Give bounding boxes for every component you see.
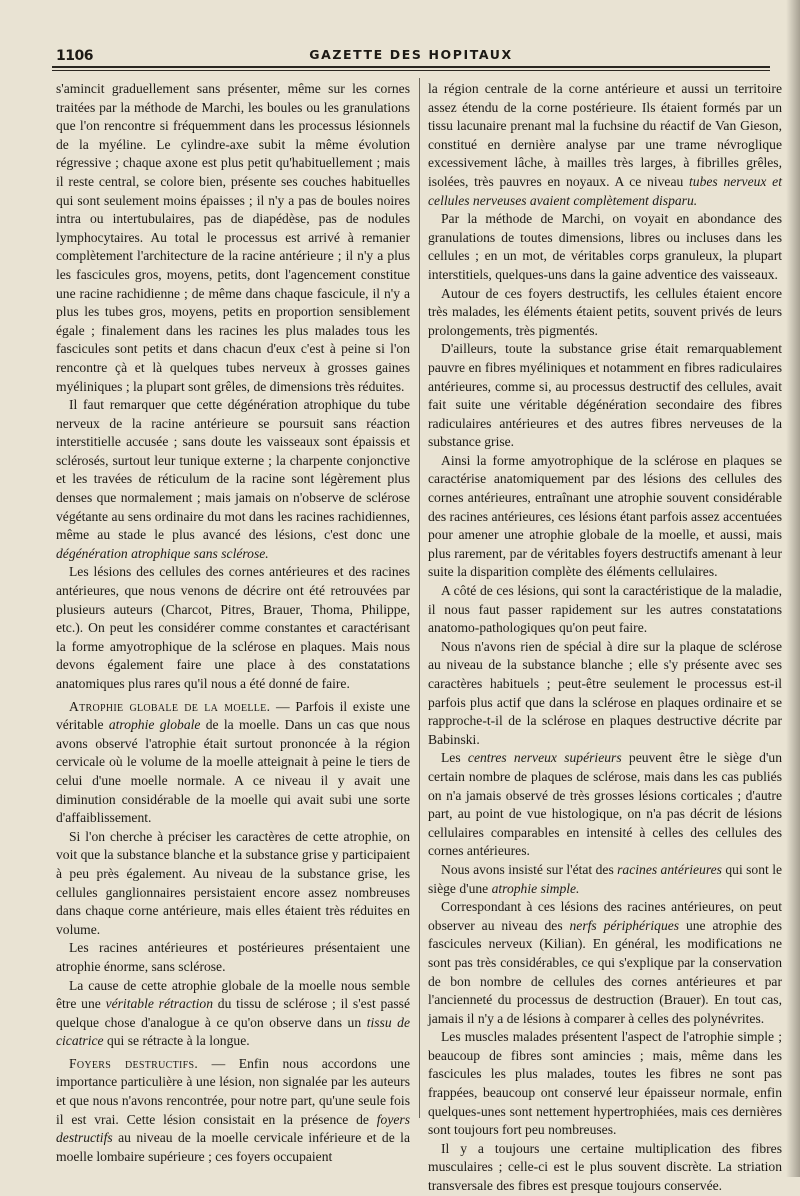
paragraph: Correspondant à ces lésions des racines antérieures, on peut observer au niveau des nerfs périphériques une atrophie des fascicules nerveux (Kilian). En général, les modifications ne sont pas très considérables, ce qui s'explique par la conservation de bon nombre de cellules des cornes antérieures et par l'ancienneté du processus de destruction (Brauer). En tout cas, jamais il n'y a de lésions à comparer à celles des polynévrites.: [428, 899, 782, 1026]
running-title: GAZETTE DES HOPITAUX: [309, 47, 513, 62]
paragraph: s'amincit graduellement sans présenter, même sur les cornes traitées par la méthode de Marchi, les boules ou les granulations que l'on rencontre si fréquemment dans les processus lésionnels de la myéline. Le cylindre-axe subit la même évolution régressive ; chaque axone est plus petit qu'habituellement ; mais il reste central, se colore bien, présente ses couches habituelles qui sont seulement moins épaisses ; il n'y a pas de boules noires intra ou intertubulaires, pas de diapédèse, pas de nodules lymphocytaires. Au total le processus est arrivé à remanier complètement l'architecture de la racine antérieure ; il n'y a plus les fascicules gros, moyens, petits, dont l'agencement constitue une racine rachidienne ; de même dans chaque fascicule, il n'y a plus les tubes gros, moyens, petits en proportion sensiblement égale ; finalement dans les racines les plus malades tous les fascicules sont petits et dans chacun d'eux c'est à peine si l'on rencontre çà et là quelques tubes nerveux à grosses gaines myéliniques ; la plupart sont grêles, de dimensions très réduites.: [56, 81, 410, 394]
paragraph: Il faut remarquer que cette dégénération atrophique du tube nerveux de la racine antérieure se poursuit sans réaction interstitielle accusée ; sans doute les vaisseaux sont épaissis et sclérosés, surtout leur tunique externe ; la charpente conjonctive et les travées de réticulum de la racine sont légèrement plus denses que normalement ; mais jamais on n'observe de sclérose végétante au sens ordinaire du mot dans les racines rachidiennes, même au stade le plus avancé des lésions, c'est donc une dégénération atrophique sans sclérose.: [56, 397, 410, 561]
paragraph: Si l'on cherche à préciser les caractères de cette atrophie, on voit que la substance blanche et la substance grise y participaient à peu près également. Au niveau de la substance grise, les cellules ganglionnaires persistaient encore assez nombreuses dans chaque corne antérieure, mais elles étaient très réduites en volume.: [56, 828, 410, 937]
paragraph: Les lésions des cellules des cornes antérieures et des racines antérieures, que nous venons de décrire ont été retrouvées par plusieurs auteurs (Charcot, Pitres, Brauer, Thoma, Philippe, etc.). On peut les considérer comme constantes et caractérisant la forme amyotrophique de la sclérose en plaques. Mais nous devons également faire une place à des constatations anatomiques plus rares qu'il nous a été donné de faire.: [56, 564, 410, 691]
paragraph: la région centrale de la corne antérieure et aussi un territoire assez étendu de la corne postérieure. Ils étaient formés par un tissu lacunaire prenant mal la fuchsine du réactif de Van Gieson, constitué en dernière analyse par une trame névroglique excessivement lâche, à mailles très larges, à fibrilles grêles, isolées, très pauvres en noyaux. A ce niveau tubes nerveux et cellules nerveuses avaient complètement disparu.: [428, 81, 782, 208]
paragraph: Nous avons insisté sur l'état des racines antérieures qui sont le siège d'une atrophie simple.: [428, 861, 783, 896]
italic-text: centres nerveux supérieurs: [467, 750, 622, 766]
paragraph: Les racines antérieures et postérieures présentaient une atrophie énorme, sans sclérose.: [56, 940, 410, 974]
paragraph: Les muscles malades présentent l'aspect de l'atrophie simple ; beaucoup de fibres sont amincies ; mais, même dans les fascicules les plus malades, toutes les fibres ne sont pas frappées, beaucoup ont conservé leur épaisseur normale, enfin quelques-unes sont nettement hypertrophiées, mais ces dernières sont toujours fort peu nombreuses.: [428, 1029, 782, 1138]
paragraph: Les centres nerveux supérieurs peuvent être le siège d'un certain nombre de plaques de sclérose, mais dans les cas publiés on n'a jamais observé de très grosses lésions corticales ; d'autre part, au point de vue histologique, on n'a pas décrit de lésions cellulaires comparables en intensité à celles des cellules des cornes antérieures.: [428, 750, 782, 859]
page-number: 1106: [56, 48, 93, 64]
left-column: [56, 80, 410, 1166]
right-column: [428, 80, 782, 1196]
italic-text: atrophie globale: [108, 717, 201, 733]
italic-text: nerfs périphériques: [569, 917, 680, 933]
italic-text: véritable rétraction: [105, 996, 214, 1012]
italic-text: atrophie simple.: [491, 880, 580, 896]
paragraph: Nous n'avons rien de spécial à dire sur la plaque de sclérose au niveau de la substance blanche ; elle s'y présente avec ses caractères habituels ; peut-être seulement le processus est-il parfois plus actif que dans la sclérose en plaques ordinaire et se rapproche-t-il de la sclérose en plaques destructive décrite par Babinski.: [428, 638, 782, 747]
italic-text: tissu de cicatrice: [56, 1014, 410, 1049]
page-header: [52, 44, 770, 64]
paragraph: Foyers destructifs. — Enfin nous accordons une importance particulière à une lésion, non signalée par les auteurs et que nous n'avons rencontrée, pour notre part, qu'une seule fois il est vrai. Cette lésion consistait en la présence de foyers destructifs au niveau de la moelle cervicale inférieure et de la moelle lombaire supérieure ; ces foyers occupaient: [56, 1055, 410, 1164]
italic-text: racines antérieures: [617, 861, 722, 877]
header-rule-thick: [52, 66, 770, 68]
italic-text: tubes nerveux et cellules nerveuses avaient complètement disparu.: [428, 173, 782, 208]
italic-text: foyers destructifs: [56, 1111, 410, 1146]
paragraph: Autour de ces foyers destructifs, les cellules étaient encore très malades, les éléments étaient petits, souvent privés de leurs prolongements, très pigmentés.: [428, 285, 782, 338]
binding-shadow: [786, 0, 800, 1177]
section-heading: Atrophie globale de la moelle.: [69, 698, 271, 714]
header-rule-thin: [52, 70, 770, 71]
italic-text: dégénération atrophique sans sclérose.: [56, 545, 269, 561]
paragraph: Ainsi la forme amyotrophique de la sclérose en plaques se caractérise anatomiquement par des lésions des cellules des cornes antérieures, entraînant une atrophie souvent considérable des racines antérieures, ces lésions étant parfois assez accentuées pour amener une atrophie globale de la moelle, et aussi, mais plus rarement, par de véritables foyers destructifs amenant à leur suite la disparition complète des éléments cellulaires.: [428, 452, 782, 580]
paragraph: A côté de ces lésions, qui sont la caractéristique de la maladie, il nous faut passer rapidement sur les autres constatations anatomo-pathologiques qu'on peut faire.: [428, 583, 782, 636]
paragraph: Par la méthode de Marchi, on voyait en abondance des granulations de toutes dimensions, libres ou incluses dans les cellules ; en un mot, de véritables corps granuleux, la plupart interstitiels, quelques-uns dans la gaine adventice des vaisseaux.: [428, 211, 782, 282]
paragraph: Atrophie globale de la moelle. — Parfois il existe une véritable atrophie globale de la moelle. Dans un cas que nous avons observé l'atrophie était surtout prononcée à la région cervicale où le volume de la moelle atteignait à peine le tiers de celui d'une moelle normale. A ce niveau il y avait une diminution considérable de la moelle qui avait subi une sorte d'affaiblissement.: [56, 698, 410, 826]
column-divider: [419, 78, 420, 1118]
section-heading: Foyers destructifs.: [69, 1055, 199, 1071]
paragraph: La cause de cette atrophie globale de la moelle nous semble être une véritable rétraction du tissu de sclérose ; il s'est passé quelque chose d'analogue à ce qu'on observe dans un tissu de cicatrice qui se rétracte à la longue.: [56, 977, 410, 1049]
paragraph: Il y a toujours une certaine multiplication des fibres musculaires ; celle-ci est le plus souvent discrète. La striation transversale des fibres est presque toujours conservée.: [428, 1140, 782, 1194]
paragraph: D'ailleurs, toute la substance grise était remarquablement pauvre en fibres myéliniques et notamment en fibres radiculaires antérieures, comme si, au processus destructif des cellules, avait fait suite une véritable dégénération secondaire des fibres radiculaires antérieures et des autres fibres nerveuses de la substance grise.: [428, 341, 782, 450]
